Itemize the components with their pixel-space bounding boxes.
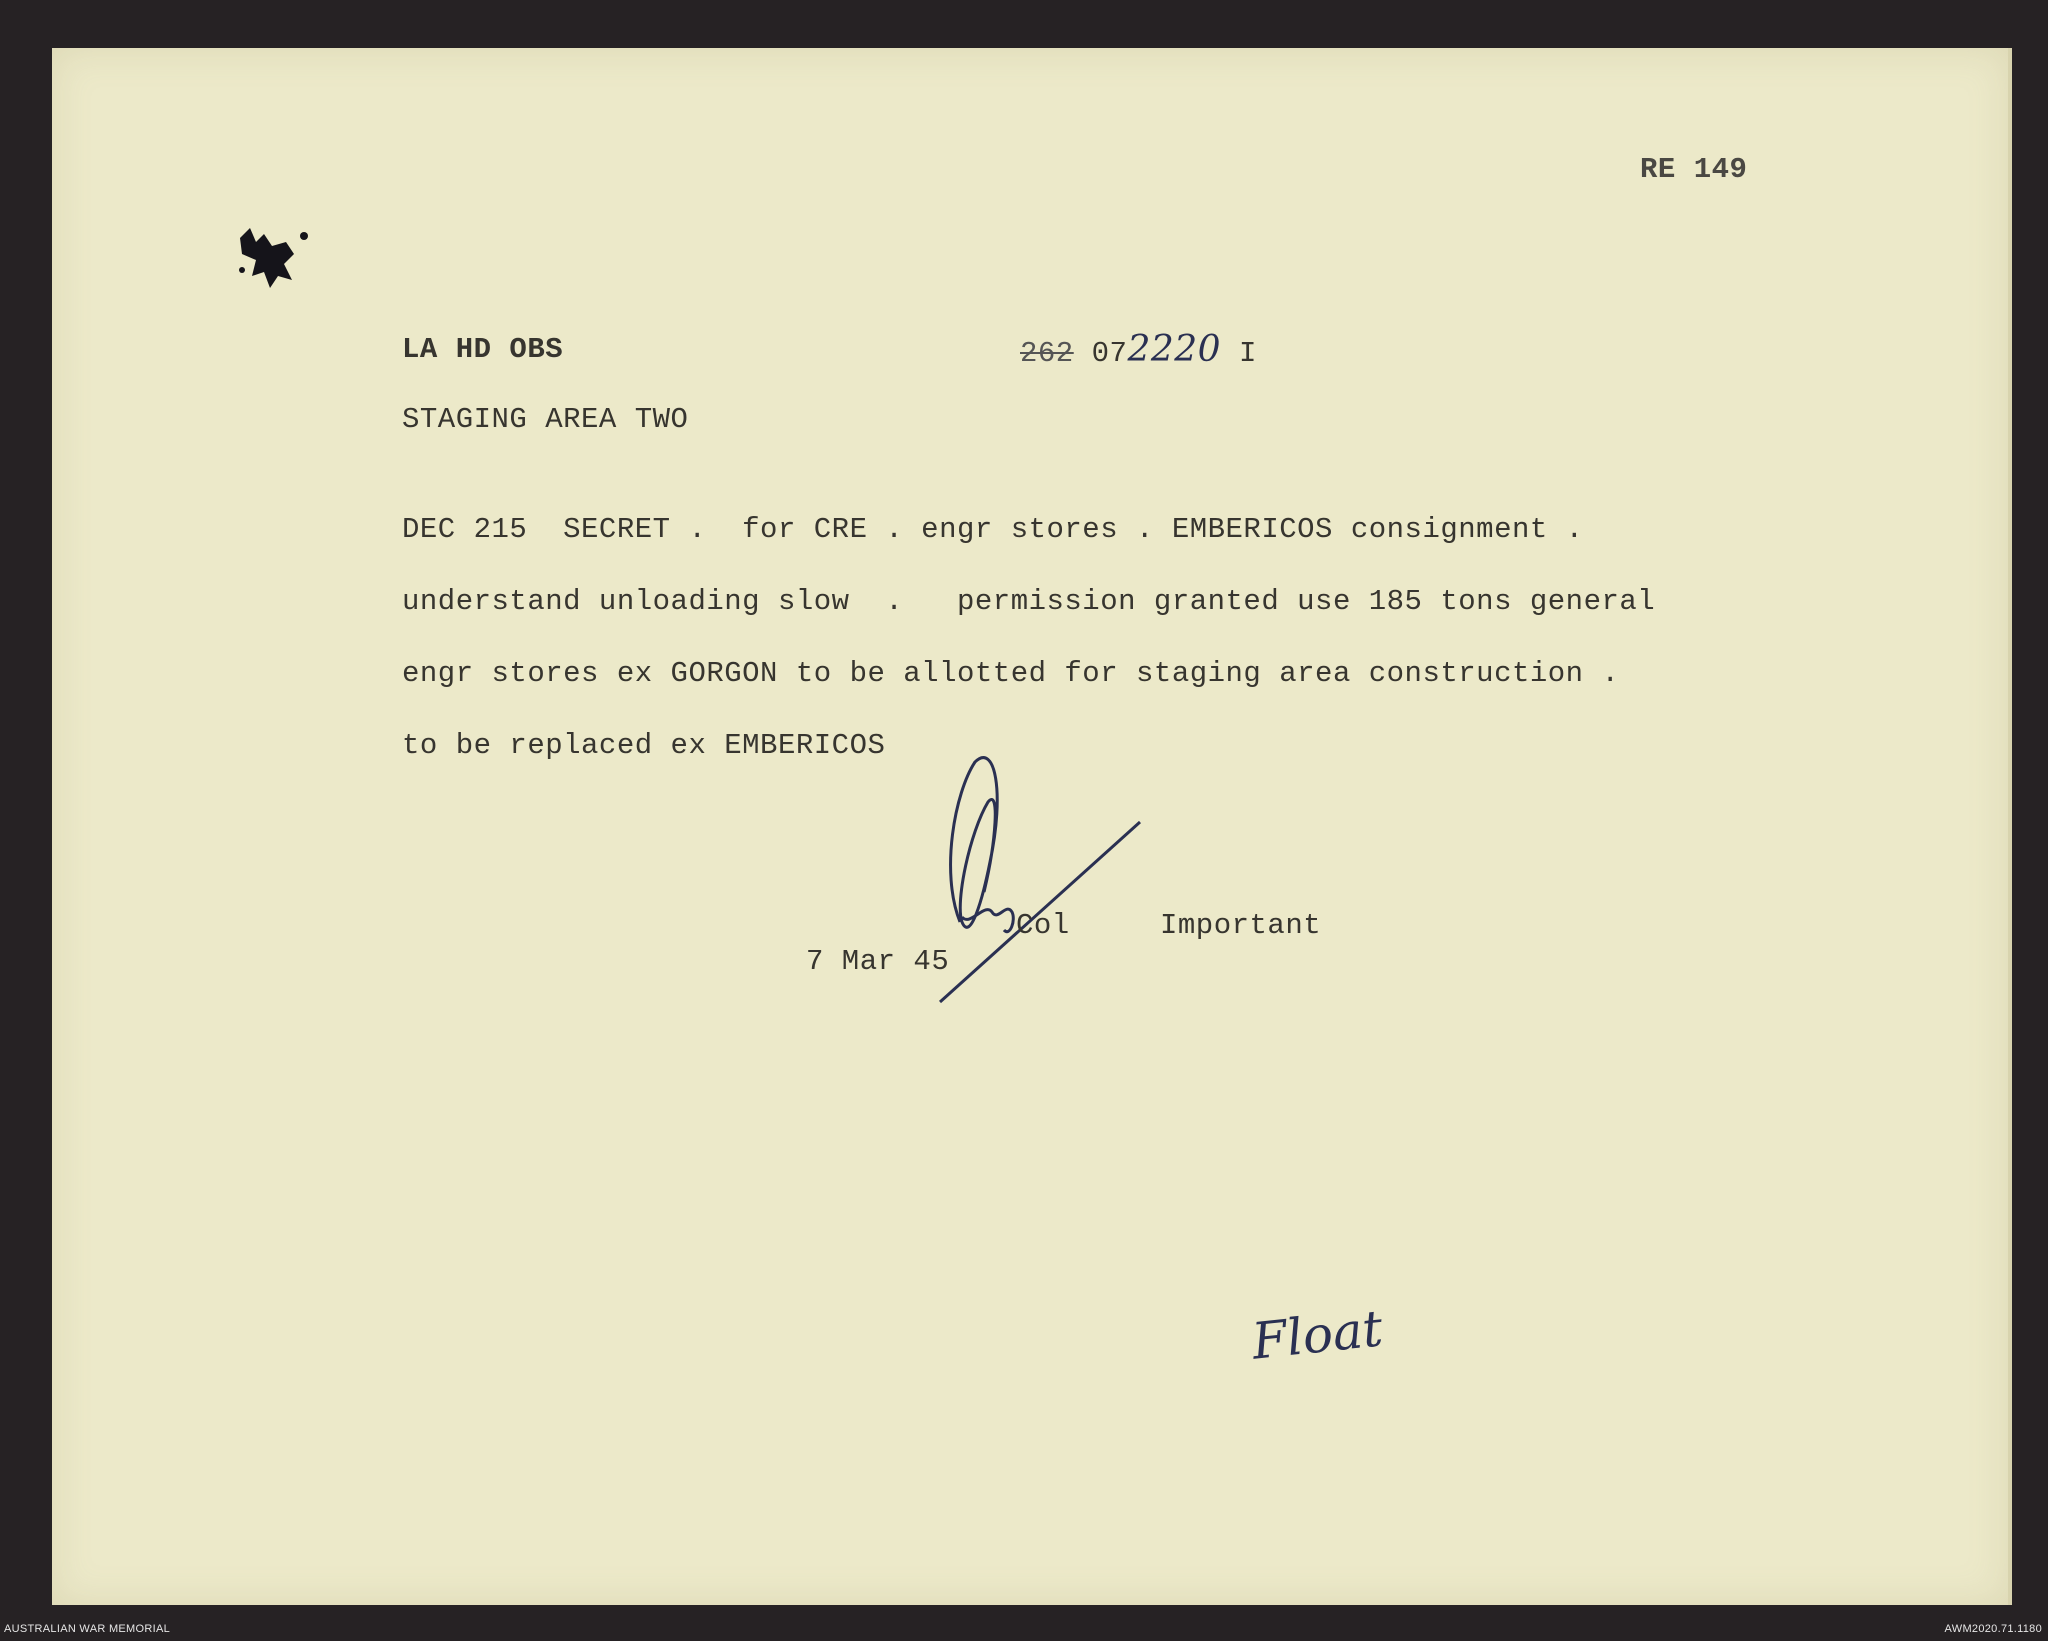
- rank: Col: [1016, 909, 1070, 942]
- message-line-2: understand unloading slow . permission granted use 185 tons general: [402, 585, 1656, 618]
- message-line-3: engr stores ex GORGON to be allotted for staging area construction .: [402, 657, 1620, 690]
- addressee: STAGING AREA TWO: [402, 403, 689, 436]
- handwritten-note: Float: [1249, 1299, 1386, 1371]
- addressee-code: LA HD OBS: [402, 333, 564, 366]
- reference-number: RE 149: [1640, 153, 1748, 186]
- message-line-4: to be replaced ex EMBERICOS: [402, 729, 886, 762]
- dtg-handwritten: 2220: [1127, 329, 1222, 370]
- message-line-1: DEC 215 SECRET . for CRE . engr stores . EMBERICOS consignment .: [402, 513, 1584, 546]
- dtg-struck: 262: [1020, 337, 1074, 370]
- footer-institution: AUSTRALIAN WAR MEMORIAL: [4, 1623, 171, 1635]
- signature: [900, 752, 1160, 1022]
- footer-accession: AWM2020.71.1180: [1944, 1623, 2042, 1635]
- priority: Important: [1160, 909, 1322, 942]
- date-time-group: [1020, 329, 1257, 372]
- date: 7 Mar 45: [806, 945, 950, 978]
- dtg-typed: 07: [1091, 337, 1128, 370]
- ink-blot: [234, 224, 314, 292]
- dtg-suffix: I: [1238, 337, 1257, 370]
